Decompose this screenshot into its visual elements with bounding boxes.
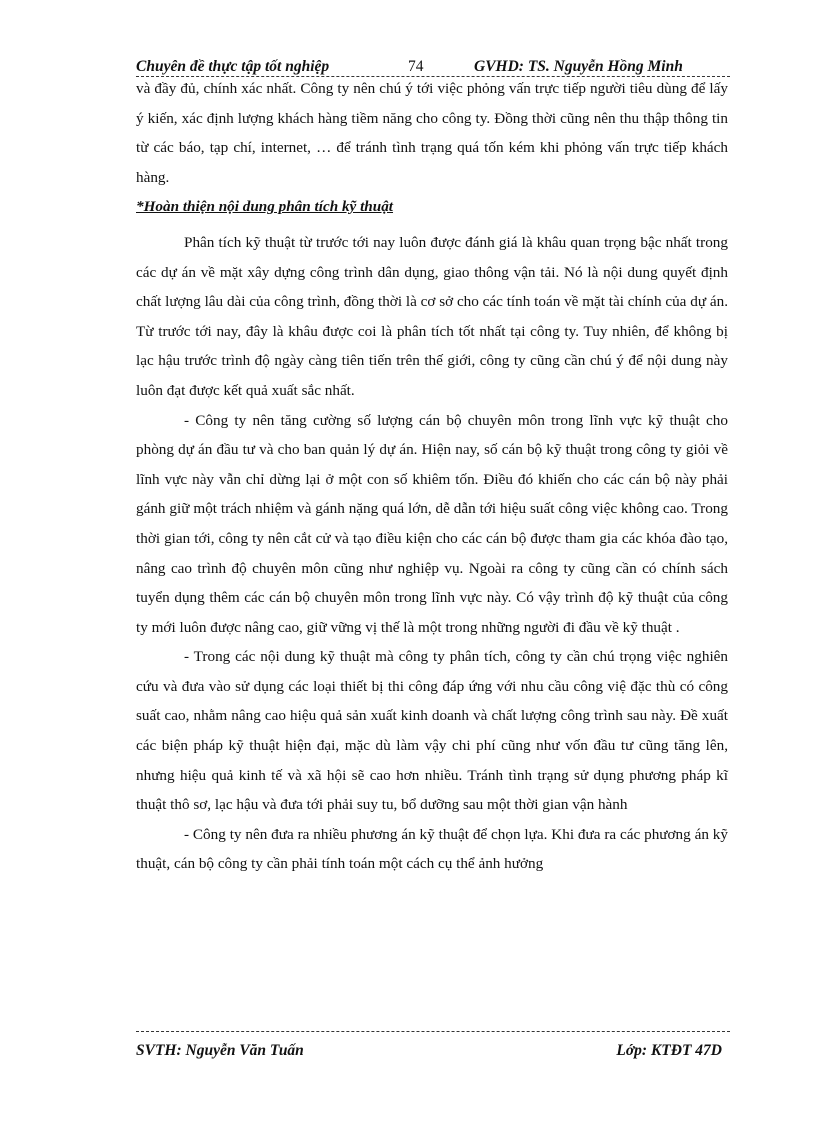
body-paragraph-1: Phân tích kỹ thuật từ trước tới nay luôn được đánh giá là khâu quan trọng bậc nhất trong các dự án về mặt xây dựng công trình dân dụng, giao thông vận tải. Nó là nội dung quyết định chất lượng lâu dài của công trình, đồng thời là cơ sở cho các tính toán về mặt tài chính của dự án. Từ trước tới nay, đây là khâu được coi là phân tích tốt nhất tại công ty. Tuy nhiên, để không bị lạc hậu trước trình độ ngày càng tiên tiến trên thế giới, công ty cũng cần chú ý để nội dung này luôn đạt được kết quả xuất sắc nhất.	[136, 233, 728, 399]
continued-paragraph: và đầy đủ, chính xác nhất. Công ty nên chú ý tới việc phỏng vấn trực tiếp người tiêu dùng để lấy ý kiến, xác định lượng khách hàng tiềm năng cho công ty. Đồng thời cũng nên thu thập thông tin từ các báo, tạp chí, internet, … để tránh tình trạng quá tốn kém khi phỏng vấn trực tiếp khách hàng.	[136, 80, 728, 186]
footer-divider	[136, 1031, 730, 1032]
body-paragraph-3: - Trong các nội dung kỹ thuật mà công ty phân tích, công ty cần chú trọng việc nghiên cứu và đưa vào sử dụng các loại thiết bị thi công đáp ứng với nhu cầu công việ đặc thù có công suất cao, nhằm nâng cao hiệu quả sản xuất kinh doanh và chất lượng công trình sau này. Đề xuất các biện pháp kỹ thuật hiện đại, mặc dù làm vậy chi phí cũng như vốn đầu tư cũng tăng lên, nhưng hiệu quả kinh tế và xã hội sẽ cao hơn nhiều. Tránh tình trạng sử dụng phương pháp kĩ thuật thô sơ, lạc hậu và đưa tới phải suy tu, bổ dưỡng sau một thời gian vận hành	[136, 648, 728, 814]
body-paragraph-4: - Công ty nên đưa ra nhiều phương án kỹ thuật để chọn lựa. Khi đưa ra các phương án kỹ thuật, cán bộ công ty cần phải tính toán một cách cụ thể ảnh hưởng	[136, 825, 728, 873]
header-thesis-title: Chuyên đề thực tập tốt nghiệp	[136, 58, 330, 75]
page-footer	[136, 1042, 728, 1066]
footer-student: SVTH: Nguyễn Văn Tuấn	[136, 1042, 304, 1059]
page-body	[136, 74, 728, 879]
section-heading: *Hoàn thiện nội dung phân tích kỹ thuật	[136, 198, 394, 216]
footer-class: Lớp: KTĐT 47D	[616, 1042, 722, 1059]
header-advisor: GVHD: TS. Nguyễn Hồng Minh	[474, 58, 683, 75]
page-number: 74	[408, 58, 424, 75]
body-paragraph-2: - Công ty nên tăng cường số lượng cán bộ chuyên môn trong lĩnh vực kỹ thuật cho phòng dự án đầu tư và cho ban quản lý dự án. Hiện nay, số cán bộ kỹ thuật trong công ty giỏi về lĩnh vực này vẫn chỉ dừng lại ở một con số khiêm tốn. Điều đó khiến cho các cán bộ này phải gánh giữ một trách nhiệm và gánh nặng quá lớn, dễ dẫn tới hiệu suất công việc không cao. Trong thời gian tới, công ty nên cắt cử và tạo điều kiện cho các cán bộ được tham gia các khóa đào tạo, nâng cao trình độ chuyên môn cũng như nghiệp vụ. Ngoài ra công ty cũng cần có chính sách tuyển dụng thêm các cán bộ chuyên môn trong lĩnh vực này. Có vậy trình độ kỹ thuật của công ty mới luôn được nâng cao, giữ vững vị thế là một trong những người đi đầu về kỹ thuật .	[136, 411, 728, 636]
